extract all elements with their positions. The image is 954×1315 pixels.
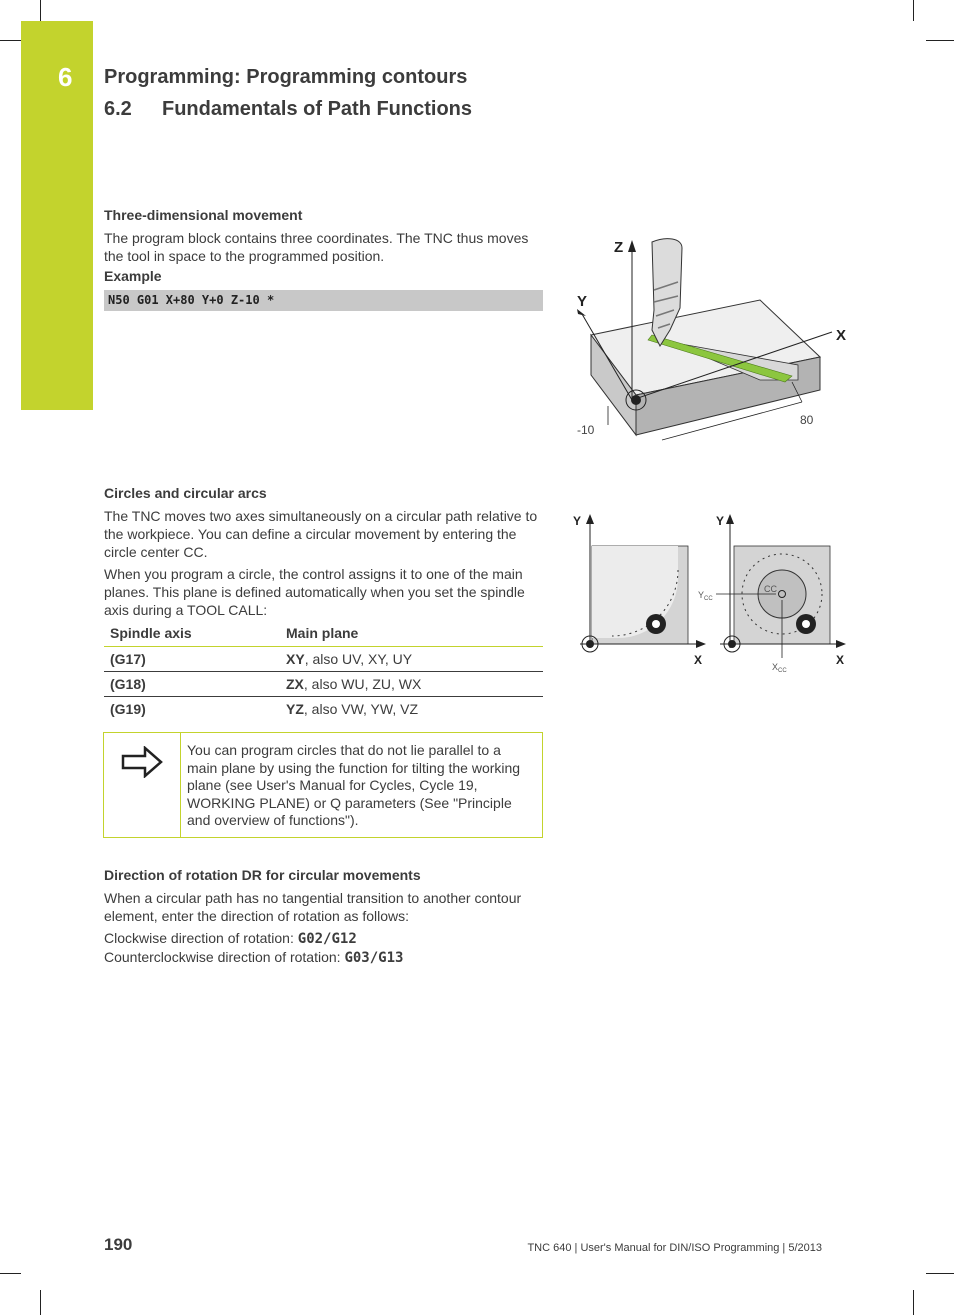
three-d-body: The program block contains three coordinates. The TNC thus moves the tool in space to the programmed position.: [104, 230, 529, 264]
dim-z-label: -10: [577, 423, 595, 437]
table-header-spindle: Spindle axis: [104, 620, 280, 647]
left-y-arrow: [586, 514, 594, 524]
left-x-arrow: [696, 640, 706, 648]
crop-mark: [0, 40, 21, 41]
table-row: [104, 672, 543, 697]
table-header-row: [104, 620, 543, 647]
right-origin-inner: [728, 640, 736, 648]
ycc-main: Y: [698, 590, 705, 600]
circles-section: [104, 485, 544, 619]
right-y-label: Y: [716, 514, 725, 528]
dim-x-label: 80: [800, 413, 814, 427]
direction-section: [104, 867, 544, 967]
crop-mark: [926, 1273, 954, 1274]
table-cell-axis: (G19): [104, 697, 280, 722]
plane-bold: YZ: [286, 701, 304, 717]
main-plane-table: [104, 620, 543, 721]
direction-body: When a circular path has no tangential transition to another contour element, enter the direction of rotation as follows:: [104, 890, 522, 924]
crop-mark: [913, 0, 914, 21]
right-x-arrow: [836, 640, 846, 648]
z-axis-label: Z: [614, 239, 624, 256]
section-title-text: Fundamentals of Path Functions: [162, 98, 473, 120]
three-d-section: [104, 207, 544, 284]
circles-para1: The TNC moves two axes simultaneously on a circular path relative to the workpiece. You can define a circular movement by entering the circle center CC.: [104, 508, 538, 560]
table-cell-axis: (G17): [110, 651, 146, 667]
chapter-tab: [21, 21, 93, 410]
left-x-label: X: [694, 653, 703, 667]
circles-para2: When you program a circle, the control assigns it to one of the main planes. This plane is defined automatically when you set the spindle axis during a TOOL CALL:: [104, 566, 525, 618]
three-d-figure: [570, 230, 850, 450]
crop-mark: [913, 1290, 914, 1315]
crop-mark: [40, 0, 41, 21]
note-divider: [180, 733, 181, 837]
direction-cw: [104, 929, 544, 948]
y-arrow: [577, 309, 586, 316]
chapter-title: Programming: Programming contours: [104, 66, 468, 88]
plane-rest: , also WU, ZU, WX: [303, 676, 422, 692]
cw-code: G02/G12: [297, 931, 357, 947]
plane-rest: , also UV, XY, UY: [304, 651, 413, 667]
table-cell-axis: (G18): [104, 672, 280, 697]
table-cell-plane: [280, 647, 543, 672]
note-text: You can program circles that do not lie parallel to a main plane by using the function for tilting the working plane (see User's Manual for Cycles, Cycle 19, WORKING PLANE) or Q parameters (See "Principle and overview of functions").: [187, 742, 521, 828]
direction-heading: Direction of rotation DR for circular movements: [104, 867, 421, 883]
crop-mark: [926, 40, 954, 41]
plane-rest: , also VW, YW, VZ: [303, 701, 418, 717]
cc-label: CC: [764, 584, 777, 594]
crop-mark: [0, 1273, 21, 1274]
cw-label: Clockwise direction of rotation:: [104, 930, 298, 946]
right-cutter-center: [802, 620, 810, 628]
table-row: [104, 647, 543, 672]
right-x-label: X: [836, 653, 845, 667]
note-box: [103, 732, 543, 838]
table-cell-plane: [280, 672, 543, 697]
plane-bold: XY: [286, 651, 305, 667]
code-example: N50 G01 X+80 Y+0 Z-10 *: [104, 290, 543, 311]
ycc-label: [698, 590, 713, 602]
plane-bold: ZX: [286, 676, 304, 692]
circle-figure: [570, 508, 850, 678]
left-origin-inner: [586, 640, 594, 648]
right-y-arrow: [726, 514, 734, 524]
ccw-code: G03/G13: [344, 950, 404, 966]
table-cell-plane: [280, 697, 543, 722]
xcc-main: X: [772, 662, 779, 672]
x-axis-label: X: [836, 327, 847, 344]
left-y-label: Y: [573, 514, 582, 528]
ycc-sub: CC: [704, 596, 713, 602]
example-label: Example: [104, 268, 162, 284]
table-header-plane: Main plane: [280, 620, 543, 647]
xcc-sub: CC: [778, 668, 787, 674]
z-arrow: [628, 240, 636, 252]
crop-mark: [40, 1290, 41, 1315]
table-row: [104, 697, 543, 722]
three-d-heading: Three-dimensional movement: [104, 207, 303, 223]
xcc-label: [772, 662, 787, 674]
footer-text: TNC 640 | User's Manual for DIN/ISO Programming | 5/2013: [527, 1242, 822, 1254]
chapter-number: 6: [58, 62, 73, 92]
section-number: 6.2: [104, 98, 132, 120]
ccw-label: Counterclockwise direction of rotation:: [104, 949, 345, 965]
y-axis-label: Y: [577, 293, 588, 310]
page-number: 190: [104, 1235, 133, 1254]
left-cutter-center: [652, 620, 660, 628]
circles-heading: Circles and circular arcs: [104, 485, 267, 501]
arrow-right-icon: [121, 746, 163, 778]
section-title: [104, 98, 472, 121]
direction-ccw: [104, 948, 544, 967]
origin-marker-inner: [631, 395, 641, 405]
